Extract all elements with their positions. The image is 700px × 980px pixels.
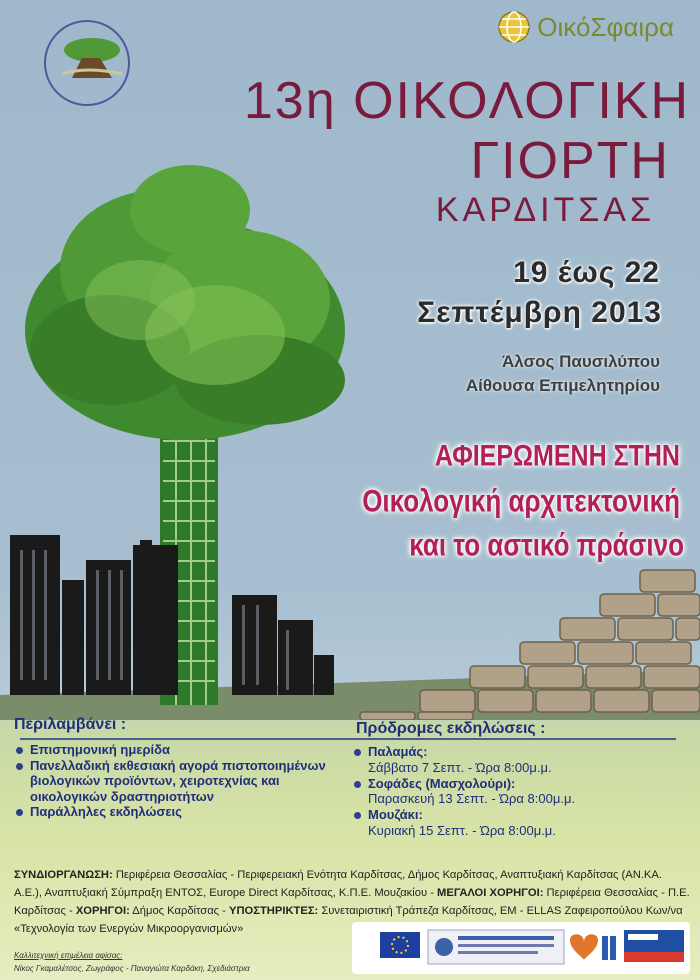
brand-logo (497, 10, 674, 44)
dedication-line-1: ΑΦΙΕΡΩΜΕΝΗ ΣΤΗΝ (434, 439, 680, 473)
supporters-label: ΥΠΟΣΤΗΡΙΚΤΕΣ: (229, 905, 319, 917)
includes-list (16, 742, 336, 820)
bullet-icon (16, 747, 23, 754)
pre-events-list (354, 744, 674, 839)
sponsors-label: ΧΟΡΗΓΟΙ: (75, 905, 130, 917)
list-item: Πανελλαδική εκθεσιακή αγορά πιστοποιημένων βιολογικών προϊόντων, χειροτεχνίας και οικολογικών δραστηριοτήτων (16, 758, 336, 805)
event-time: Παρασκευή 13 Σεπτ. - Ώρα 8:00μ.μ. (368, 791, 576, 806)
venue-line-1: Άλσος Παυσιλύπου (502, 352, 660, 371)
organizers-credits: ΣΥΝΔΙΟΡΓΑΝΩΣΗ: Περιφέρεια Θεσσαλίας - Περιφερειακή Ενότητα Καρδίτσας, Δήμος Καρδίτσας, Αναπτυξιακή Καρδίτσας (ΑΝ.ΚΑ. Α.Ε.), Αναπτυξιακή Σύμπραξη ΕΝΤΟΣ, Europe Direct Καρδίτσας, Κ.Π.Ε. Μουζακίου - ΜΕΓΑΛΟΙ ΧΟΡΗΓΟΙ: Περιφέρεια Θεσσαλίας - Π.Ε. Καρδίτσας - ΧΟΡΗΓΟΙ: Δήμος Καρδίτσας - ΥΠΟΣΤΗΡΙΚΤΕΣ: Συνεταιριστική Τράπεζα Καρδίτσας, ΕΜ - ELLAS Ζαφειροπούλου Κων/να «Τεχνολογία των Ενεργών Μικροοργανισμών» (14, 869, 690, 935)
tree-logo-icon (32, 8, 132, 108)
list-item: Επιστημονική ημερίδα (16, 742, 336, 758)
city-skyline-left (10, 535, 334, 695)
program-logo-icon (428, 930, 564, 964)
bullet-icon (354, 812, 361, 819)
includes-title: Περιλαμβάνει : (14, 716, 127, 733)
bullet-icon (354, 781, 361, 788)
espa-logo-icon (624, 930, 684, 962)
title-line-1: 13η ΟΙΚΟΛΟΓΙΚΗ (243, 72, 690, 130)
bullet-icon (16, 763, 23, 770)
pre-events-title: Πρόδρομες εκδηλώσεις : (356, 720, 546, 737)
eu-flag-icon (380, 932, 420, 958)
venue-line-2: Αίθουσα Επιμελητηρίου (465, 376, 660, 395)
list-item: Μουζάκι: (354, 807, 674, 823)
title-line-2: ΓΙΟΡΤΗ (470, 132, 670, 190)
brand-name: ΟικόΣφαιρα (537, 11, 674, 42)
event-time: Κυριακή 15 Σεπτ. - Ώρα 8:00μ.μ. (368, 822, 556, 838)
bullet-icon (354, 749, 361, 756)
dates-line-1: 19 έως 22 (513, 256, 660, 289)
section-divider (20, 738, 676, 740)
major-sponsors-label: ΜΕΓΑΛΟΙ ΧΟΡΗΓΟΙ: (437, 887, 544, 899)
art-note-names: Νίκος Γκαμαλέτσος, Ζωγράφος - Παναγιώτα Καρδάκη, Σχεδιάστρια (14, 964, 250, 973)
dates-line-2: Σεπτέμβρη 2013 (417, 296, 662, 329)
list-item: Σοφάδες (Μασχολούρι): (354, 776, 674, 792)
dedication-line-2: Οικολογική αρχιτεκτονική (362, 482, 680, 519)
globe-icon (497, 10, 531, 44)
list-item: Παλαμάς: (354, 744, 674, 760)
city-tree-illustration (0, 150, 700, 720)
art-note-title: Καλλιτεχνική επιμέλεια αφίσας: (14, 951, 123, 960)
title-line-3: ΚΑΡΔΙΤΣΑΣ (435, 191, 655, 229)
co-org-label: ΣΥΝΔΙΟΡΓΑΝΩΣΗ: (14, 869, 113, 881)
sponsor-logos-strip (352, 922, 690, 974)
list-item: Παράλληλες εκδηλώσεις (16, 804, 336, 820)
dedication-line-3: και το αστικό πράσινο (409, 526, 684, 563)
event-time: Σάββατο 7 Σεπτ. - Ώρα 8:00μ.μ. (368, 759, 552, 775)
bullet-icon (16, 809, 23, 816)
